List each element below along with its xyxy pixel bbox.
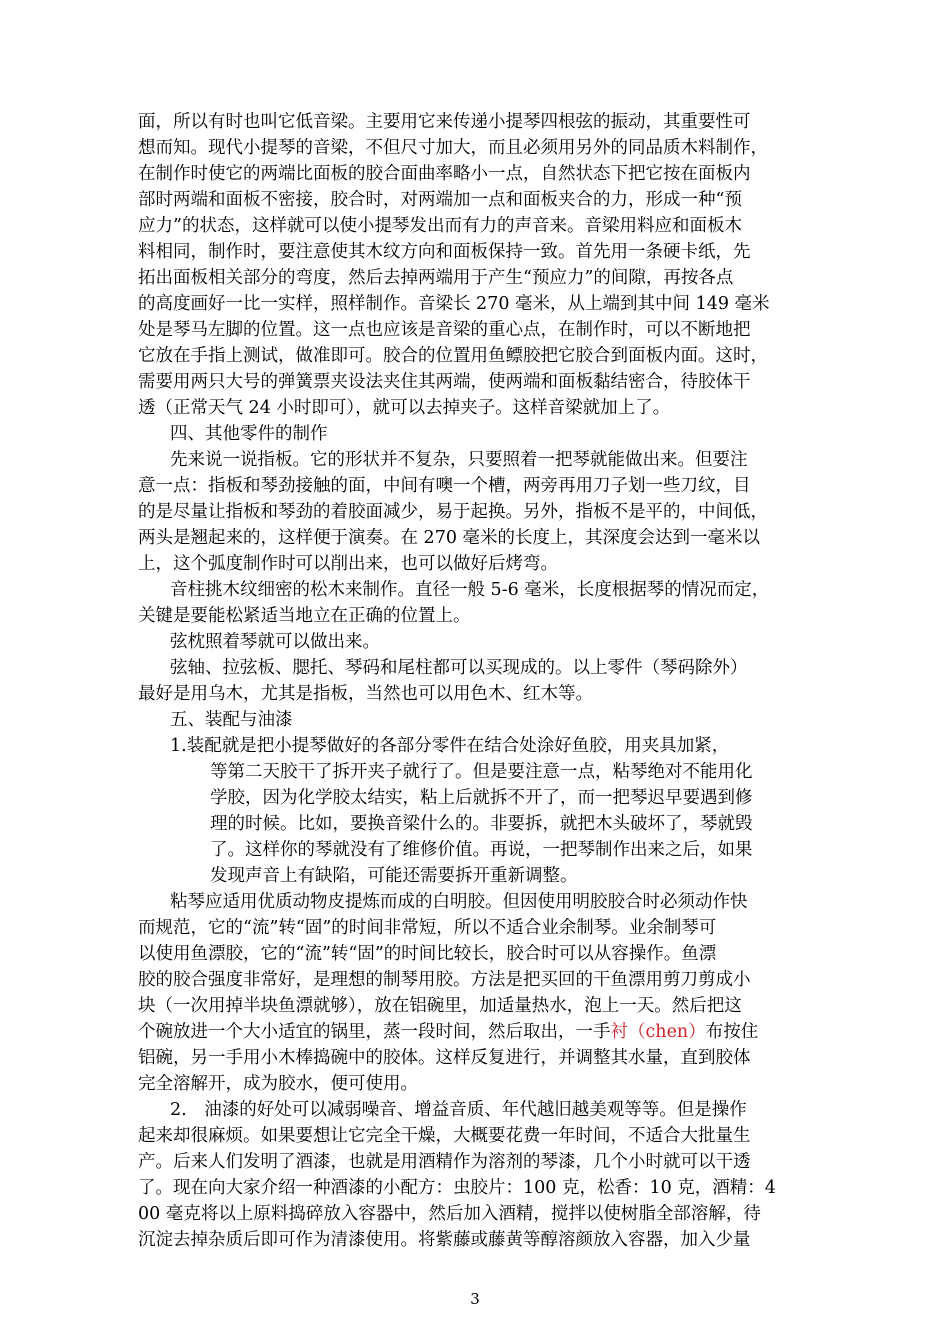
text-line: 拓出面板相关部分的弯度，然后去掉两端用于产生“预应力”的间隙，再按各点 [138, 268, 734, 288]
text-line: 两头是翘起来的，这样便于演奏。在 270 毫米的长度上，其深度会达到一毫米以 [138, 528, 761, 548]
text-line: 部时两端和面板不密接，胶合时，对两端加一点和面板夹合的力，形成一种“预 [138, 190, 742, 210]
highlighted-annotation: 衬（chen） [610, 1022, 706, 1042]
text-line: 透（正常天气 24 小时即可），就可以去掉夹子。这样音梁就加上了。 [138, 398, 671, 418]
text-line: 意一点：指板和琴劲接触的面，中间有噢一个槽，两旁再用刀子划一些刀纹，目 [138, 476, 751, 496]
text-line: 想而知。现代小提琴的音梁，不但尺寸加大，而且必须用另外的同品质木料制作， [138, 138, 768, 158]
page-number: 3 [470, 1290, 480, 1308]
section-heading: 五、装配与油漆 [170, 710, 293, 730]
text-line: 面，所以有时也叫它低音梁。主要用它来传递小提琴四根弦的振动，其重要性可 [138, 112, 751, 132]
text-line: 了。现在向大家介绍一种酒漆的小配方：虫胶片：100 克，松香：10 克，酒精：4 [138, 1178, 776, 1198]
text-line: 弦轴、拉弦板、腮托、琴码和尾柱都可以买现成的。以上零件（琴码除外） [170, 658, 748, 678]
text-line: 产。后来人们发明了酒漆，也就是用酒精作为溶剂的琴漆，几个小时就可以干透 [138, 1152, 751, 1172]
text-line: 以使用鱼漂胶，它的“流”转“固”的时间比较长，胶合时可以从容操作。鱼漂 [138, 944, 717, 964]
text-line [138, 1020, 758, 1044]
text-line: 完全溶解开，成为胶水，便可使用。 [138, 1074, 418, 1094]
text-line: 最好是用乌木，尤其是指板，当然也可以用色木、红木等。 [138, 684, 593, 704]
text-line: 料相同，制作时，要注意使其木纹方向和面板保持一致。首先用一条硬卡纸，先 [138, 242, 751, 262]
text-line: 在制作时使它的两端比面板的胶合面曲率略小一点，自然状态下把它按在面板内 [138, 164, 751, 184]
text-line: 音柱挑木纹细密的松木来制作。直径一般 5-6 毫米，长度根据琴的情况而定， [170, 580, 770, 600]
list-item: 1.装配就是把小提琴做好的各部分零件在结合处涂好鱼胶，用夹具加紧， [170, 736, 730, 756]
list-item: 2. 油漆的好处可以减弱噪音、增益音质、年代越旧越美观等等。但是操作 [170, 1100, 747, 1120]
list-item-continuation: 理的时候。比如，要换音梁什么的。非要拆，就把木头破坏了，琴就毁 [210, 814, 753, 834]
text-line: 块（一次用掉半块鱼漂就够），放在铝碗里，加适量热水，泡上一天。然后把这 [138, 996, 742, 1016]
text-line: 的高度画好一比一实样，照样制作。音梁长 270 毫米，从上端到其中间 149 毫米 [138, 294, 770, 314]
text-line: 胶的胶合强度非常好，是理想的制琴用胶。方法是把买回的干鱼漂用剪刀剪成小 [138, 970, 751, 990]
text-line: 铝碗，另一手用小木棒捣碗中的胶体。这样反复进行，并调整其水量，直到胶体 [138, 1048, 751, 1068]
text-line: 沉淀去掉杂质后即可作为清漆使用。将紫藤或藤黄等醇溶颜放入容器，加入少量 [138, 1230, 751, 1250]
text-line: 粘琴应适用优质动物皮提炼而成的白明胶。但因使用明胶胶合时必须动作快 [170, 892, 748, 912]
text-line: 而规范，它的“流”转“固”的时间非常短，所以不适合业余制琴。业余制琴可 [138, 918, 717, 938]
text-line: 应力”的状态，这样就可以使小提琴发出而有力的声音来。音梁用料应和面板木 [138, 216, 742, 236]
text-segment: 个碗放进一个大小适宜的锅里，蒸一段时间，然后取出， [138, 1022, 576, 1042]
list-item-continuation: 了。这样你的琴就没有了维修价值。再说，一把琴制作出来之后，如果 [210, 840, 753, 860]
text-line: 的是尽量让指板和琴劲的着胶面减少，易于起换。另外，指板不是平的，中间低， [138, 502, 768, 522]
text-line: 00 毫克将以上原料捣碎放入容器中，然后加入酒精，搅拌以使树脂全部溶解，待 [138, 1204, 761, 1224]
text-line: 上，这个弧度制作时可以削出来，也可以做好后烤弯。 [138, 554, 558, 574]
text-line: 关键是要能松紧适当地立在正确的位置上。 [138, 606, 471, 626]
section-heading: 四、其他零件的制作 [170, 424, 328, 444]
text-line: 弦枕照着琴就可以做出来。 [170, 632, 380, 652]
text-segment: 一手 [575, 1022, 611, 1042]
text-line: 先来说一说指板。它的形状并不复杂，只要照着一把琴就能做出来。但要注 [170, 450, 748, 470]
list-item-continuation: 发现声音上有缺陷，可能还需要拆开重新调整。 [210, 866, 578, 886]
text-line: 处是琴马左脚的位置。这一点也应该是音梁的重心点，在制作时，可以不断地把 [138, 320, 751, 340]
text-line: 它放在手指上测试，做准即可。胶合的位置用鱼鳔胶把它胶合到面板内面。这时， [138, 346, 768, 366]
list-item-continuation: 学胶，因为化学胶太结实，粘上后就拆不开了，而一把琴迟早要遇到修 [210, 788, 753, 808]
list-item-continuation: 等第二天胶干了拆开夹子就行了。但是要注意一点，粘琴绝对不能用化 [210, 762, 753, 782]
text-segment: 布按住 [705, 1022, 759, 1042]
text-line: 起来却很麻烦。如果要想让它完全干燥，大概要花费一年时间，不适合大批量生 [138, 1126, 751, 1146]
text-line: 需要用两只大号的弹簧票夹设法夹住其两端，使两端和面板黏结密合，待胶体干 [138, 372, 751, 392]
